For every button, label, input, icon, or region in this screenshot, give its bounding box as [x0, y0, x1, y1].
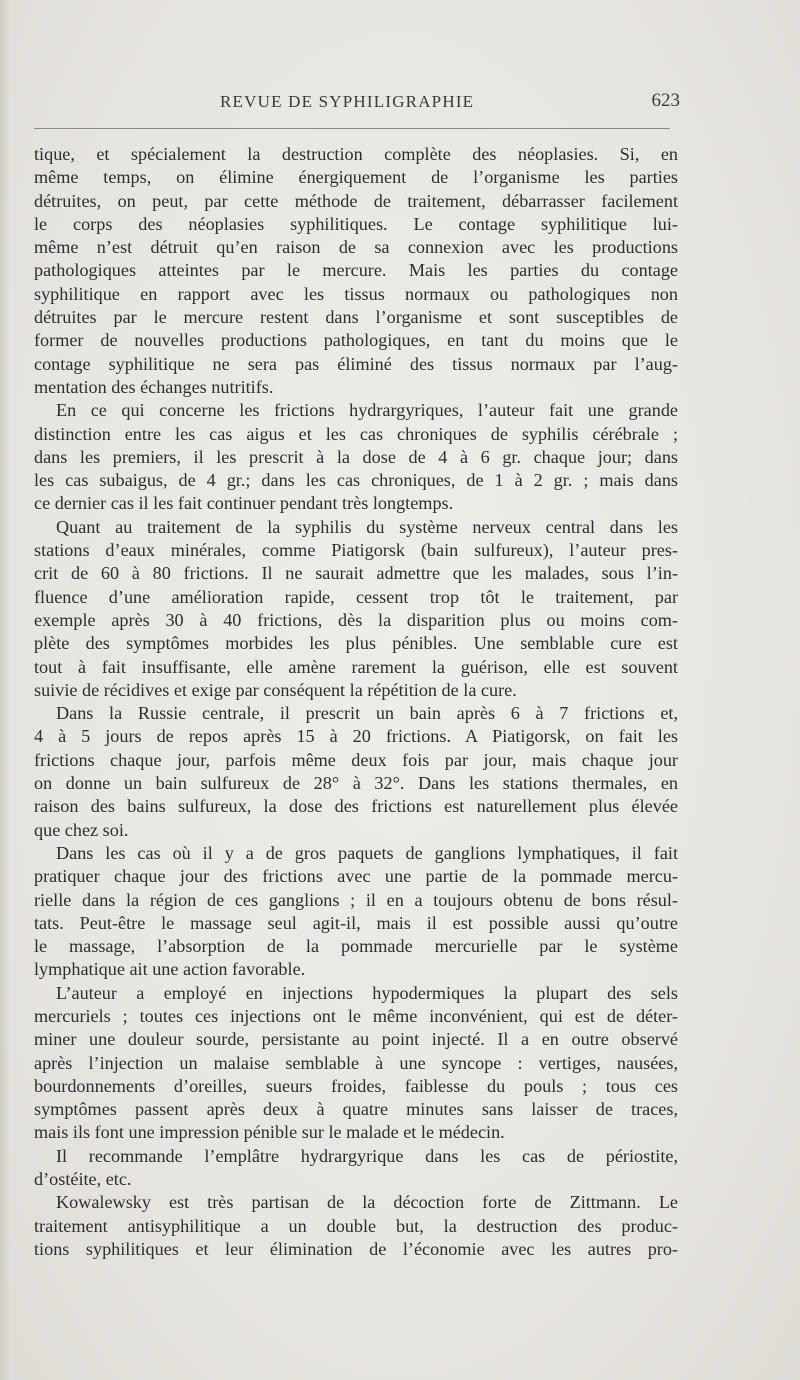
article-body	[34, 143, 678, 1261]
text-line: distinction entre les cas aigus et les cas chroniques de syphilis cérébrale ;	[34, 423, 678, 444]
text-line: le corps des néoplasies syphilitiques. Le contage syphilitique lui-	[34, 213, 678, 234]
text-line: crit de 60 à 80 frictions. Il ne saurait admettre que les malades, sous l’in-	[34, 563, 678, 584]
text-line: contage syphilitique ne sera pas éliminé des tissus normaux par l’aug-	[34, 353, 678, 374]
text-line: former de nouvelles productions pathologiques, en tant du moins que le	[34, 330, 678, 351]
text-line: lymphatique ait une action favorable.	[34, 959, 306, 980]
text-line: L’auteur a employé en injections hypodermiques la plupart des sels	[56, 982, 678, 1003]
text-line: Kowalewsky est très partisan de la décoction forte de Zittmann. Le	[56, 1192, 678, 1213]
text-line: stations d’eaux minérales, comme Piatigorsk (bain sulfureux), l’auteur pres-	[34, 540, 678, 561]
paragraph	[34, 1191, 678, 1261]
running-title: REVUE DE SYPHILIGRAPHIE	[220, 92, 475, 111]
text-line: après l’injection un malaise semblable à une syncope : vertiges, nausées,	[34, 1052, 678, 1073]
text-line: détruites, on peut, par cette méthode de traitement, débarrasser facilement	[34, 190, 678, 211]
text-line: Dans la Russie centrale, il prescrit un bain après 6 à 7 frictions et,	[56, 703, 678, 724]
page-edge-shadow	[0, 0, 10, 1380]
paragraph	[34, 842, 678, 982]
text-line: bourdonnements d’oreilles, sueurs froides, faiblesse du pouls ; tous ces	[34, 1075, 678, 1096]
text-line: mentation des échanges nutritifs.	[34, 376, 274, 397]
text-line: tique, et spécialement la destruction complète des néoplasies. Si, en	[34, 144, 678, 164]
text-line: les cas subaigus, de 4 gr.; dans les cas chroniques, de 1 à 2 gr. ; mais dans	[34, 470, 678, 491]
text-line: détruites par le mercure restent dans l’organisme et sont susceptibles de	[34, 307, 678, 328]
text-line: miner une douleur sourde, persistante au point injecté. Il a en outre observé	[34, 1029, 678, 1050]
text-line: on donne un bain sulfureux de 28° à 32°. Dans les stations thermales, en	[34, 773, 678, 794]
paragraph	[34, 143, 678, 399]
page-number: 623	[651, 90, 680, 111]
paragraph	[34, 516, 678, 702]
text-line: suivie de récidives et exige par conséquent la répétition de la cure.	[34, 679, 517, 700]
text-line: 4 à 5 jours de repos après 15 à 20 frictions. A Piatigorsk, on fait les	[34, 726, 678, 747]
text-line: pathologiques atteintes par le mercure. Mais les parties du contage	[34, 260, 678, 281]
text-line: d’ostéite, etc.	[34, 1169, 132, 1190]
paragraph	[34, 702, 678, 842]
text-line: tions syphilitiques et leur élimination de l’économie avec les autres pro-	[34, 1238, 678, 1259]
text-line: Quant au traitement de la syphilis du système nerveux central dans les	[56, 516, 678, 537]
text-line: En ce qui concerne les frictions hydrargyriques, l’auteur fait une grande	[56, 400, 678, 421]
paragraph	[34, 1145, 678, 1192]
text-line: ce dernier cas il les fait continuer pendant très longtemps.	[34, 493, 454, 514]
text-line: dans les premiers, il les prescrit à la dose de 4 à 6 gr. chaque jour; dans	[34, 446, 678, 467]
text-line: même n’est détruit qu’en raison de sa connexion avec les productions	[34, 237, 678, 258]
text-line: Il recommande l’emplâtre hydrargyrique dans les cas de périostite,	[56, 1145, 678, 1166]
text-line: que chez soi.	[34, 819, 129, 840]
text-line: Dans les cas où il y a de gros paquets de ganglions lymphatiques, il fait	[56, 842, 678, 863]
text-line: fluence d’une amélioration rapide, cessent trop tôt le traitement, par	[34, 586, 678, 607]
text-line: raison des bains sulfureux, la dose des frictions est naturellement plus élevée	[34, 796, 678, 817]
text-line: mais ils font une impression pénible sur le malade et le médecin.	[34, 1122, 505, 1143]
text-line: traitement antisyphilitique a un double but, la destruction des produc-	[34, 1215, 678, 1236]
text-line: même temps, on élimine énergiquement de l’organisme les parties	[34, 167, 678, 188]
text-line: syphilitique en rapport avec les tissus normaux ou pathologiques non	[34, 283, 678, 304]
text-line: rielle dans la région de ces ganglions ; il en a toujours obtenu de bons résul-	[34, 889, 678, 910]
text-line: pratiquer chaque jour des frictions avec une partie de la pommade mercu-	[34, 866, 678, 887]
text-line: tats. Peut-être le massage seul agit-il, mais il est possible aussi qu’outre	[34, 912, 678, 933]
paragraph	[34, 982, 678, 1145]
header-rule	[34, 128, 670, 129]
text-line: symptômes passent après deux à quatre minutes sans laisser de traces,	[34, 1099, 678, 1120]
text-line: plète des symptômes morbides les plus pénibles. Une semblable cure est	[34, 633, 678, 654]
text-line: exemple après 30 à 40 frictions, dès la disparition plus ou moins com-	[34, 609, 678, 630]
text-line: frictions chaque jour, parfois même deux fois par jour, mais chaque jour	[34, 749, 678, 770]
text-line: le massage, l’absorption de la pommade mercurielle par le système	[34, 936, 678, 957]
text-line: mercuriels ; toutes ces injections ont le même inconvénient, qui est de déter-	[34, 1005, 678, 1026]
page-header	[34, 88, 680, 118]
paragraph	[34, 399, 678, 515]
text-line: tout à fait insuffisante, elle amène rarement la guérison, elle est souvent	[34, 656, 678, 677]
